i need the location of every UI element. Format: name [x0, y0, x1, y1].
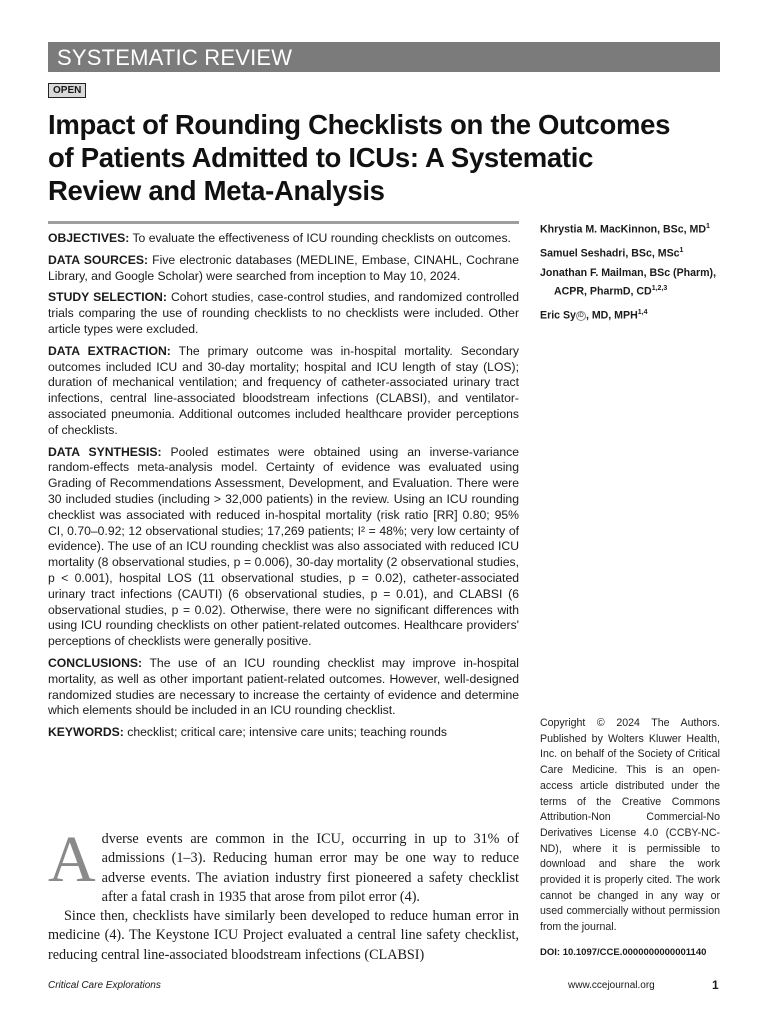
abstract-sources: DATA SOURCES: Five electronic databases (MEDLINE, Embase, CINAHL, Cochrane Library, and Google Scholar) were searched from inception to May 10, 2024. [48, 252, 519, 283]
author: Samuel Seshadri, BSc, MSc$^1$ [540, 246, 684, 260]
drop-cap: A [48, 823, 96, 896]
article-title: Impact of Rounding Checklists on the Outcomes of Patients Admitted to ICUs: A Systematic Review and Meta-Analysis [48, 109, 671, 206]
section-label: SYSTEMATIC REVIEW [57, 45, 293, 70]
author: Khrystia M. MacKinnon, BSc, $MD^1$ [540, 223, 710, 236]
body-text [48, 823, 519, 965]
copyright-notice: Copyright © 2024 The Authors. Published by Wolters Kluwer Health, Inc. on behalf of the Society of Critical Care Medicine. This is an open-access article distributed under the terms of the Creative Commons Attribution-Non Commercial-No Derivatives License 4.0 (CCBY-NC-ND), where it is permissible to download and share the work provided it is properly cited. The work cannot be changed in any way or used commercially without permission from the journal. [540, 717, 720, 934]
section-band [48, 42, 720, 72]
abstract-conclusions: CONCLUSIONS: The use of an ICU rounding checklist may improve in-hospital mortality, as well as other important patient-related outcomes. However, well-designed randomized studies are necessary to increase the certainty of evidence and determine which elements should be included in an ICU rounding checklist. [48, 655, 519, 718]
footer-journal: Critical Care Explorations [48, 980, 161, 991]
page-number: 1 [712, 978, 719, 992]
abstract-keywords: KEYWORDS: checklist; critical care; intensive care units; teaching rounds [48, 725, 447, 740]
orcid-icon[interactable]: iD [576, 311, 586, 321]
abstract [48, 231, 519, 747]
abstract-selection: STUDY SELECTION: Cohort studies, case-control studies, and randomized controlled trials comparing the use of rounding checklists to no checklists were included. Other article types were excluded. [48, 290, 519, 336]
open-access-badge: OPEN [48, 83, 86, 98]
author-list [540, 219, 725, 328]
abstract-objectives: OBJECTIVES: To evaluate the effectiveness of ICU rounding checklists on outcomes. [48, 231, 511, 245]
body-paragraph: Since then, checklists have similarly been developed to reduce human error in medicine (4). The Keystone ICU Project evaluated a central line safety checklist, reducing central line-associated bloodstream infections (CLABSI) [48, 908, 519, 963]
abstract-extraction: DATA EXTRACTION: The primary outcome was in-hospital mortality. Secondary outcomes included ICU and 30-day mortality; hospital and ICU length of stay (LOS); duration of mechanical ventilation; and frequency of catheter-associated urinary tract infections, central line-associated bloodstream infections (CLABSI), and ventilator-associated pneumonia. Additional outcomes included healthcare provider perceptions of checklists. [48, 343, 519, 437]
doi[interactable]: DOI: 10.1097/CCE.0000000000001140 [540, 947, 707, 958]
author: Eric Sy iD , MD, MPH$^{1,4}$ [540, 308, 648, 322]
footer-url[interactable]: www.ccejournal.org [568, 980, 655, 991]
title-rule [48, 221, 519, 224]
author: Jonathan F. Mailman, BSc (Pharm), ACPR, PharmD, CD$^{1,2,3}$ [540, 267, 717, 298]
body-paragraph: Adverse events are common in the ICU, occurring in up to 31% of admissions (1–3). Reducing human error may be one way to reduce adverse events. The aviation industry first pioneered a safety checklist after a fatal crash in 1935 that arose from pilot error (4). [48, 823, 519, 905]
abstract-synthesis: DATA SYNTHESIS: Pooled estimates were obtained using an inverse-variance random-effects meta-analysis model. Certainty of evidence was evaluated using Grading of Recommendations Assessment, Development, and Evaluation. There were 30 included studies (including > 32,000 patients) in the review. Using an ICU rounding checklist was associated with reduced in-hospital mortality (risk ratio [RR] 0.80; 95% CI, 0.70–0.92; 12 observational studies; 17,269 patients; I² = 48%; very low certainty of evidence). The use of an ICU rounding checklist was also associated with reduced ICU mortality (8 observational studies, p = 0.006), 30-day mortality (2 observational studies, p < 0.001), hospital LOS (11 observational studies, p = 0.02), catheter-associated urinary tract infections (CAUTI) (6 observational studies, p = 0.01), and CLABSI (6 observational studies, p = 0.02). Otherwise, there were no significant differences with using ICU rounding checklists on other patient-related outcomes. Healthcare providers' perceptions of checklists were generally positive. [48, 444, 520, 649]
